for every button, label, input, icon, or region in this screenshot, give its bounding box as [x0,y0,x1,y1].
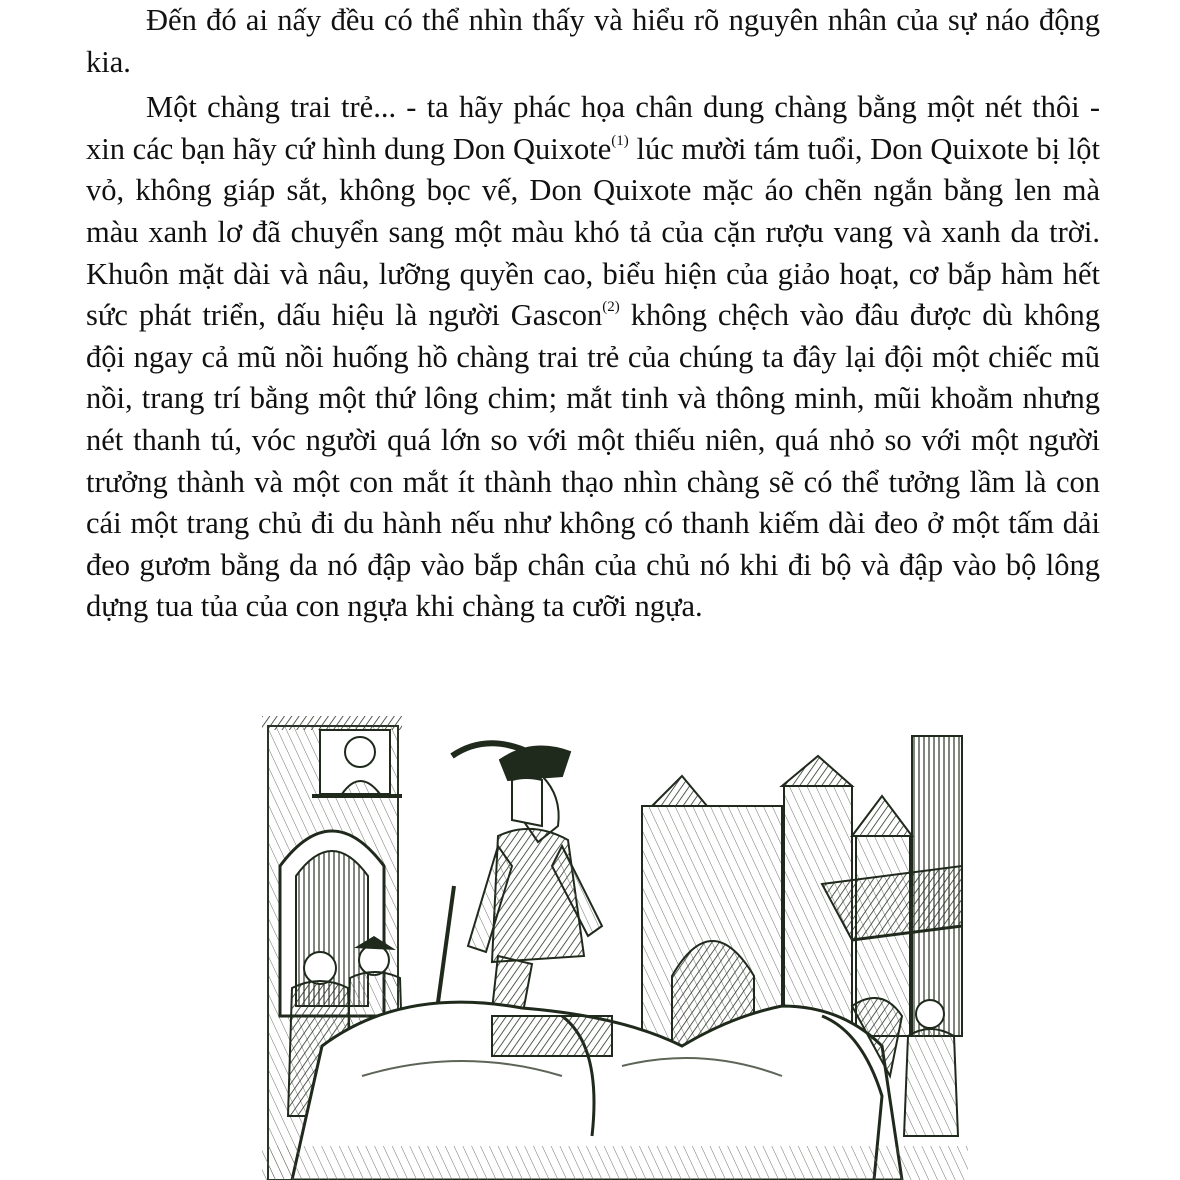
engraving-illustration [262,716,968,1180]
paragraph-2-text-a: Một chàng trai trẻ... - ta hãy phác họa chân dung chàng bằng một nét thôi - xin các bạn hãy cứ hình dung Don Quixote [86,90,1100,166]
engraving-svg [262,716,968,1180]
paragraph-2-text-c: không chệch vào đâu được dù không đội ngay cả mũ nồi huống hồ chàng trai trẻ của chúng ta đây lại đội một chiếc mũ nồi, trang trí bằng một thứ lông chim; mắt tinh và thông minh, mũi khoằm nhưng nét thanh tú, vóc người quá lớn so với một thiếu niên, quá nhỏ so với một người trưởng thành và một con mắt ít thành thạo nhìn chàng sẽ có thể tưởng lầm là con cái một trang chủ đi du hành nếu như không có thanh kiếm dài đeo ở một tấm dải đeo gươm bằng da nó đập vào bắp chân của chủ nó khi đi bộ và đập vào bộ lông dựng tua tủa của con ngựa khi chàng ta cưỡi ngựa. [86,298,1100,624]
footnote-marker-1: (1) [611,132,629,149]
paragraph-1-text: Đến đó ai nấy đều có thể nhìn thấy và hiểu rõ nguyên nhân của sự náo động kia. [86,3,1100,79]
paragraph-1 [86,0,1100,83]
paragraph-2 [86,87,1100,628]
paragraph-2-text-b: lúc mười tám tuổi, Don Quixote bị lột vỏ, không giáp sắt, không bọc vế, Don Quixote mặc áo chẽn ngắn bằng len mà màu xanh lơ đã chuyển sang một màu khó tả của cặn rượu vang và xanh da trời. Khuôn mặt dài và nâu, lưỡng quyền cao, biểu hiện của giảo hoạt, cơ bắp hàm hết sức phát triển, dấu hiệu là người Gascon [86,131,1100,333]
body-text [86,0,1100,628]
window-onlooker [312,730,402,796]
footnote-marker-2: (2) [602,299,620,316]
